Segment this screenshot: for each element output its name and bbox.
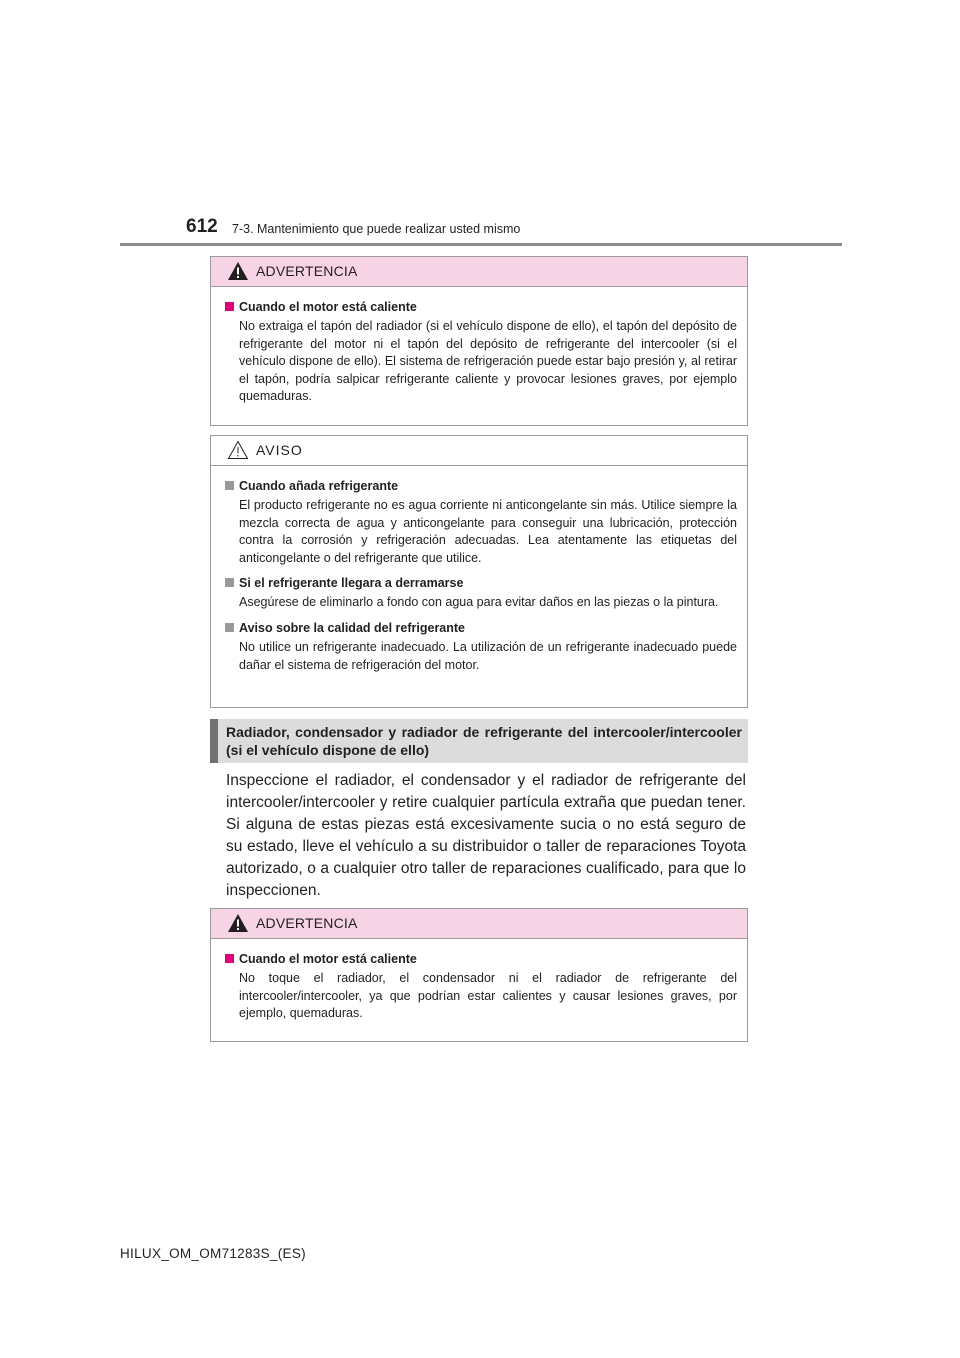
item-text: No toque el radiador, el condensador ni el radiador de refrigerante del intercooler/intercooler, ya que podrían estar calientes y causar lesiones graves, por ejemplo, quemaduras. (239, 971, 737, 1021)
warning-box-title: ADVERTENCIA (256, 263, 358, 279)
warning-box-title: ADVERTENCIA (256, 915, 358, 931)
list-item (221, 299, 737, 406)
notice-box-title: AVISO (256, 442, 303, 458)
item-title: Cuando añada refrigerante (239, 479, 399, 493)
square-bullet-icon (225, 954, 234, 963)
item-title: Si el refrigerante llegara a derramarse (239, 576, 464, 591)
warning-triangle-icon (227, 261, 249, 281)
list-item (221, 620, 737, 674)
warning-box-header (211, 909, 747, 939)
item-title: Cuando el motor está caliente (239, 300, 417, 314)
item-title: Cuando el motor está caliente (239, 952, 417, 966)
item-title: Aviso sobre la calidad del refrigerante (239, 620, 466, 635)
section-heading (210, 719, 748, 763)
square-bullet-icon (225, 481, 234, 490)
warning-triangle-icon (227, 913, 249, 933)
square-bullet-icon (225, 578, 234, 587)
square-bullet-icon (225, 623, 234, 632)
heading-accent-bar (210, 719, 218, 763)
caution-triangle-icon (227, 440, 249, 460)
list-item (221, 575, 737, 612)
square-bullet-icon (225, 302, 234, 311)
header-divider (120, 243, 842, 246)
body-paragraph: Inspeccione el radiador, el condensador y el radiador de refrigerante del intercooler/intercooler y retire cualquier partícula extraña que puedan tener. Si alguna de estas piezas está excesivamente sucia o no está seguro de su estado, lleve el vehículo a su distribuidor o taller de reparaciones Toyota autorizado, o a cualquier otro taller de reparaciones cualificado, para que lo inspeccionen. (226, 772, 746, 899)
page-header (0, 0, 960, 250)
section-title: 7-3. Mantenimiento que puede realizar usted mismo (232, 222, 521, 236)
item-text: El producto refrigerante no es agua corriente ni anticongelante sin más. Utilice siempre la mezcla correcta de agua y anticongelante para conseguir una lubricación, protección contra la corrosión y refrigeración adecuadas. Lea atentamente las etiquetas del anticongelante o del refrigerante que utilice. (239, 498, 737, 565)
document-code: HILUX_OM_OM71283S_(ES) (120, 1246, 306, 1261)
page-number: 612 (186, 216, 218, 237)
notice-box-header (211, 436, 747, 466)
notice-box-coolant (210, 435, 748, 708)
item-text: No extraiga el tapón del radiador (si el vehículo dispone de ello), el tapón del depósito de refrigerante del motor ni el tapón del depósito de refrigerante del intercooler (si el vehículo dispone de ello). El sistema de refrigeración puede estar bajo presión y, al retirar el tapón, podría salpicar refrigerante caliente y provocar lesiones graves, por ejemplo quemaduras. (239, 319, 737, 404)
section-heading-text: Radiador, condensador y radiador de refrigerante del intercooler/intercooler (si el vehículo dispone de ello) (226, 724, 742, 758)
warning-box-header (211, 257, 747, 287)
item-text: Asegúrese de eliminarlo a fondo con agua para evitar daños en las piezas o la pintura. (239, 595, 719, 610)
warning-box-hot-radiator (210, 908, 748, 1042)
list-item (221, 951, 737, 1023)
item-text: No utilice un refrigerante inadecuado. La utilización de un refrigerante inadecuado puede dañar el sistema de refrigeración del motor. (239, 639, 737, 672)
list-item (221, 478, 737, 567)
warning-box-hot-engine (210, 256, 748, 426)
